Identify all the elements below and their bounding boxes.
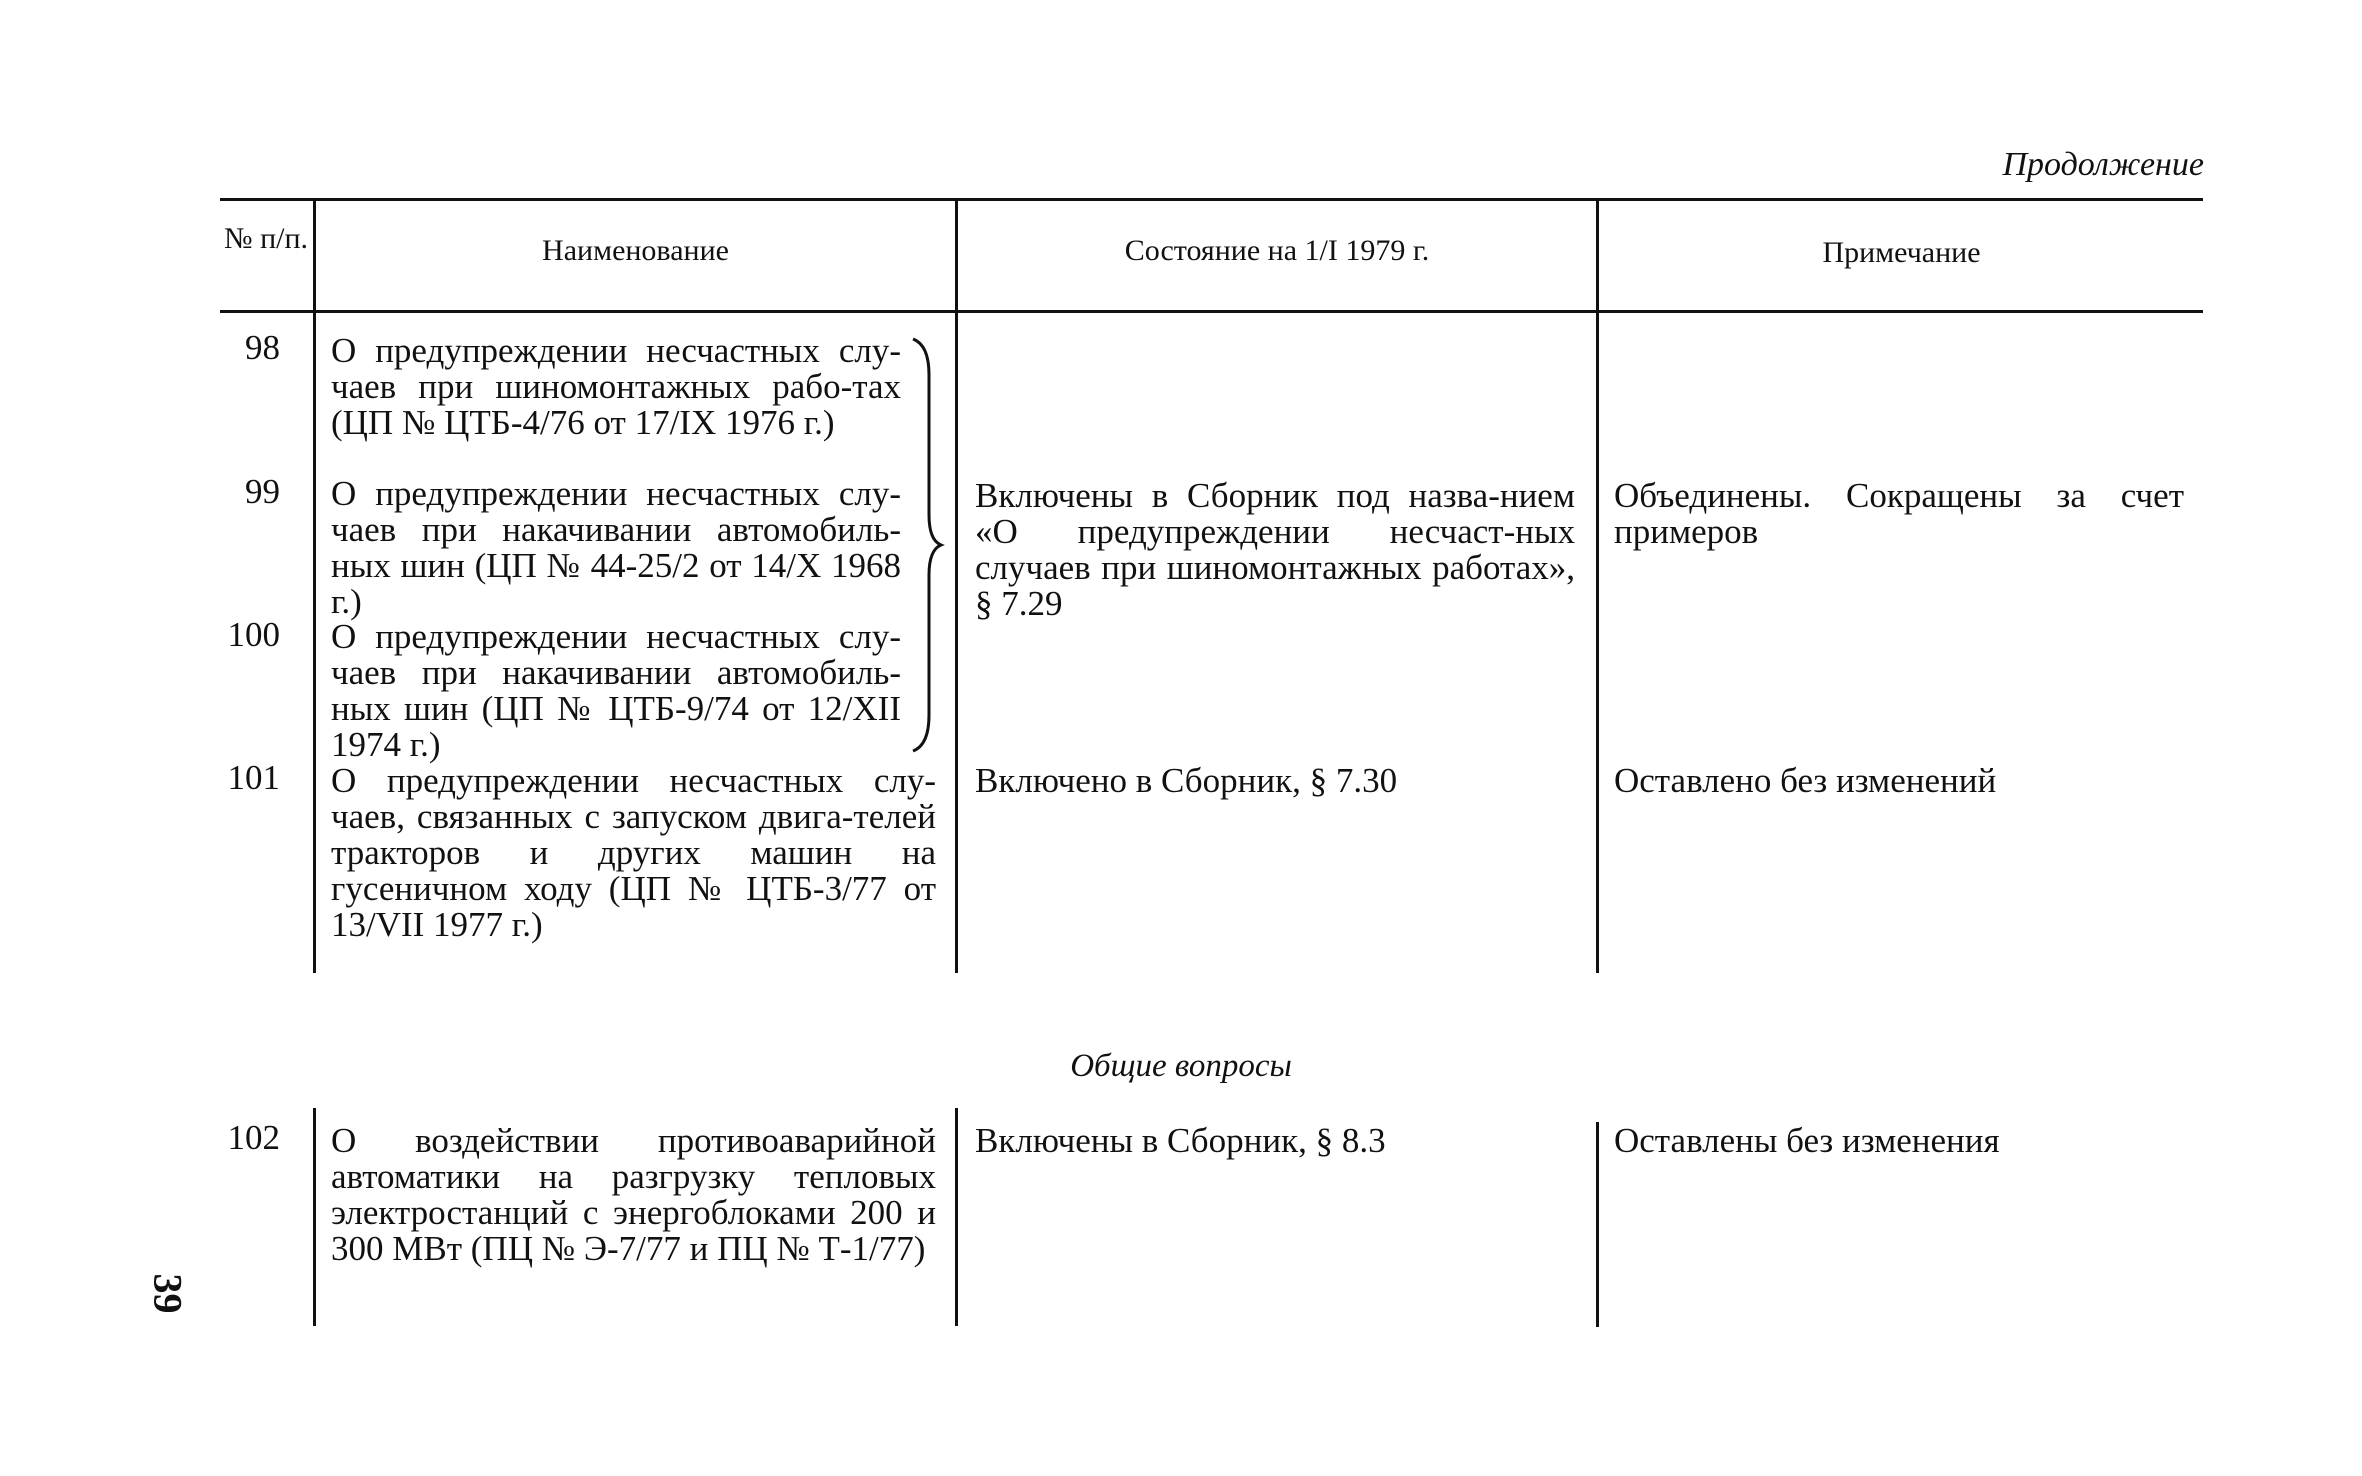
row-102-divider-1 xyxy=(313,1108,316,1326)
row-state-102: Включены в Сборник, § 8.3 xyxy=(975,1121,1386,1160)
row-state-101: Включено в Сборник, § 7.30 xyxy=(975,761,1398,800)
page-number: 39 xyxy=(145,1273,191,1314)
row-name-101: О предупреждении несчастных слу-чаев, связанных с запуском двига-телей тракторов и других машин на гусеничном ходу (ЦП № ЦТБ-3/77 от 13/VII 1977 г.) xyxy=(331,761,936,944)
column-divider-3 xyxy=(1596,198,1599,973)
row-num-100: 100 xyxy=(227,615,280,654)
group-note-98-100: Объединены. Сокращены за счет примеров xyxy=(1614,476,2184,551)
table-header-rule xyxy=(220,310,2203,313)
row-name-100: О предупреждении несчастных слу-чаев при накачивании автомобиль-ных шин (ЦП № ЦТБ-9/74 от 12/XII 1974 г.) xyxy=(331,617,901,764)
column-divider-1 xyxy=(313,198,316,973)
header-state: Состояние на 1/I 1979 г. xyxy=(1124,234,1430,267)
row-num-101: 101 xyxy=(227,758,280,797)
group-state-98-100: Включены в Сборник под назва-нием «О предупреждении несчаст-ных случаев при шиномонтажных работах», § 7.29 xyxy=(975,476,1575,623)
table-top-rule xyxy=(220,198,2203,201)
continuation-label: Продолжение xyxy=(2002,146,2204,183)
row-note-102: Оставлены без изменения xyxy=(1614,1121,2000,1160)
row-102-divider-2 xyxy=(955,1108,958,1326)
row-name-99: О предупреждении несчастных слу-чаев при накачивании автомобиль-ных шин (ЦП № 44-25/2 от 14/X 1968 г.) xyxy=(331,474,901,621)
row-102-divider-3 xyxy=(1596,1122,1599,1327)
column-divider-2 xyxy=(955,198,958,973)
row-name-98: О предупреждении несчастных слу-чаев при шиномонтажных рабо-тах (ЦП № ЦТБ-4/76 от 17/IX 1976 г.) xyxy=(331,331,901,442)
grouping-brace xyxy=(905,335,945,755)
row-note-101: Оставлено без изменений xyxy=(1614,761,1997,800)
row-name-102: О воздействии противоаварийной автоматики на разгрузку тепловых электростанций с энергоблоками 200 и 300 МВт (ПЦ № Э-7/77 и ПЦ № Т-1/77) xyxy=(331,1121,936,1268)
section-title: Общие вопросы xyxy=(1070,1048,1292,1084)
row-num-99: 99 xyxy=(245,472,280,511)
row-num-102: 102 xyxy=(227,1118,280,1157)
row-num-98: 98 xyxy=(245,328,280,367)
header-num: № п/п. xyxy=(223,222,309,255)
header-note: Примечание xyxy=(1822,236,1981,269)
header-name: Наименование xyxy=(542,234,729,267)
